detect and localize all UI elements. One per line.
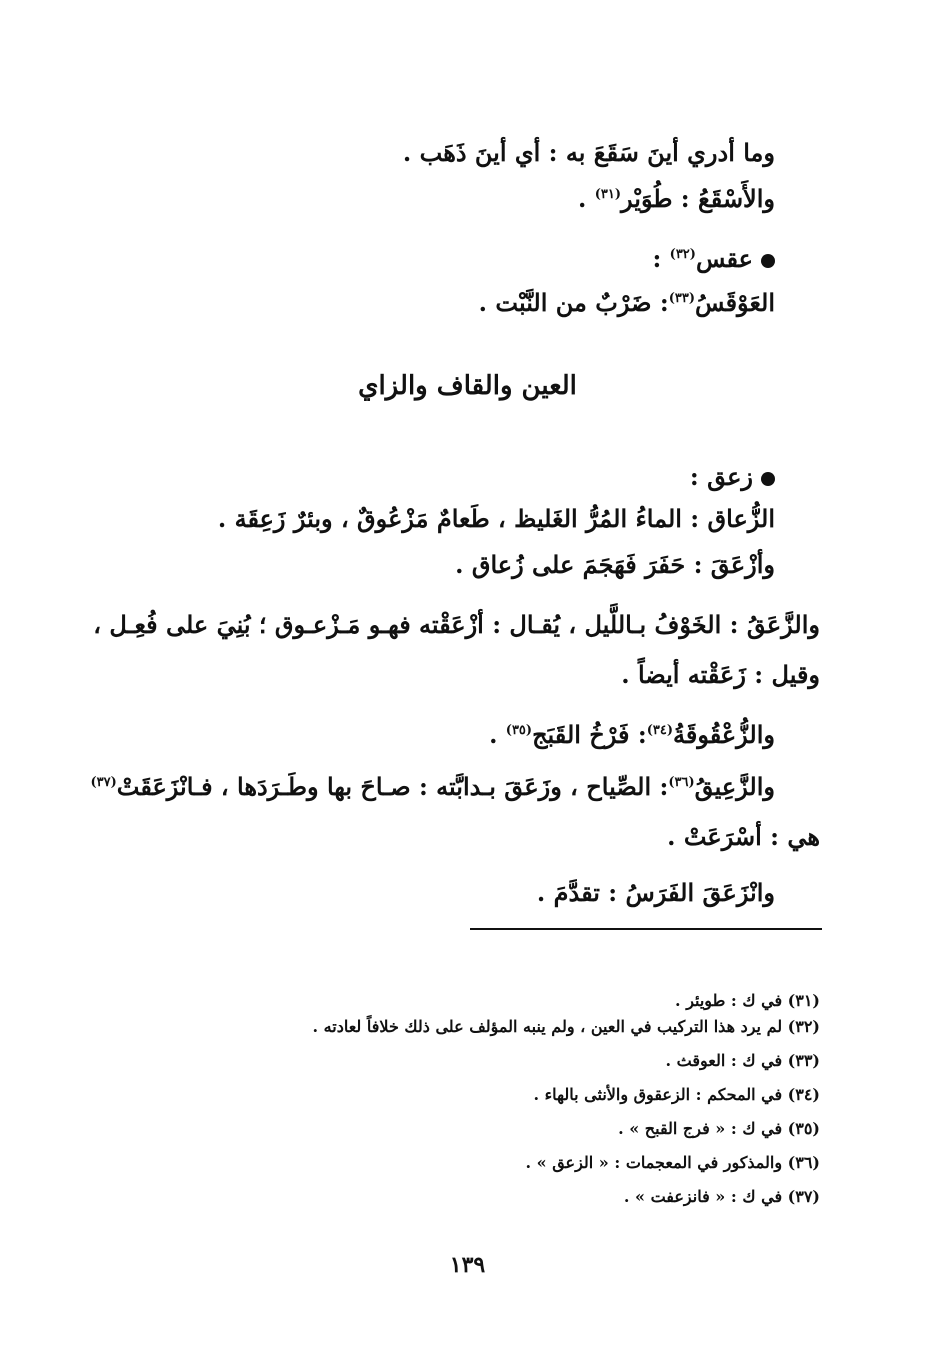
text-line: والزَّعِيقُ$^{(٣٦)}$: الصِّياح ، وزَعَقَ بـدابَّته : صـاحَ بها وطَـرَدَها ، فـانْزَعَقَتْ$^{(٣٧)}$ — [90, 772, 775, 801]
footnote-ref[interactable]: (٣١) — [594, 187, 622, 202]
footnote-ref[interactable]: (٣٢) — [669, 247, 696, 262]
text-line: وأزْعَقَ : حَفَرَ فَهَجَمَ على زُعاق . — [455, 550, 775, 579]
text-line: وانْزَعَقَ الفَرَسُ : تقدَّمَ . — [536, 878, 775, 907]
footnote-separator — [470, 928, 822, 930]
text-line: والزُّعْقُوقَةُ$^{(٣٤)}$: فَرْخُ القَبَج$^{(٣٥)}$ . — [489, 720, 775, 749]
footnote-ref[interactable]: (٣٦) — [668, 775, 695, 790]
footnote: (٣٦) والمذكور في المعجمات : « الزعق » . — [525, 1153, 820, 1172]
footnote: (٣٢) لم يرد هذا التركيب في العين ، ولم ينبه المؤلف على ذلك خلافاً لعادته . — [312, 1017, 820, 1036]
footnote: (٣٧) في ك : « فانزعفت » . — [623, 1187, 820, 1206]
text-line: والأَسْقَعُ : طُوَيْر$^{(٣١)}$ . — [578, 184, 775, 213]
text-line: الزُّعاق : الماءُ المُرُّ الغَليظ ، طَعامٌ مَزْعُوقٌ ، وبئرٌ زَعِقَة . — [217, 504, 775, 533]
entry-heading: عقس$^{(٣٢)}$ : — [652, 242, 775, 276]
text-line: والزَّعَقُ : الخَوْفُ بـاللَّيل ، يُقـال : أزْعَقْته فهـو مَـزْعـوق ؛ بُنِيَ على فُعِـل ، — [93, 610, 820, 639]
footnote: (٣٣) في ك : العوقث . — [665, 1051, 820, 1070]
text-line: هي : أسْرَعَتْ . — [667, 822, 820, 851]
text-line: وما أدري أينَ سَقَعَ به : أي أينَ ذَهَب . — [402, 138, 775, 167]
footnote: (٣٤) في المحكم : الزعقوق والأنثى بالهاء . — [533, 1085, 820, 1104]
text-line: العَوْقَسُ$^{(٣٣)}$: ضَرْبٌ من النَّبْت . — [478, 288, 775, 317]
footnote: (٣١) في ك : طويئر . — [675, 991, 820, 1010]
footnote-ref[interactable]: (٣٧) — [90, 775, 117, 790]
footnote-ref[interactable]: (٣٥) — [505, 723, 533, 738]
page-number: ١٣٩ — [449, 1252, 486, 1278]
entry-heading: زعق : — [690, 460, 775, 494]
footnote-ref[interactable]: (٣٣) — [668, 291, 695, 306]
footnote-ref[interactable]: (٣٤) — [646, 723, 673, 738]
section-heading: العين والقاف والزاي — [358, 371, 577, 401]
text-line: وقيل : زَعَقْته أيضاً . — [621, 660, 820, 689]
footnote: (٣٥) في ك : « فرج القبح » . — [618, 1119, 820, 1138]
